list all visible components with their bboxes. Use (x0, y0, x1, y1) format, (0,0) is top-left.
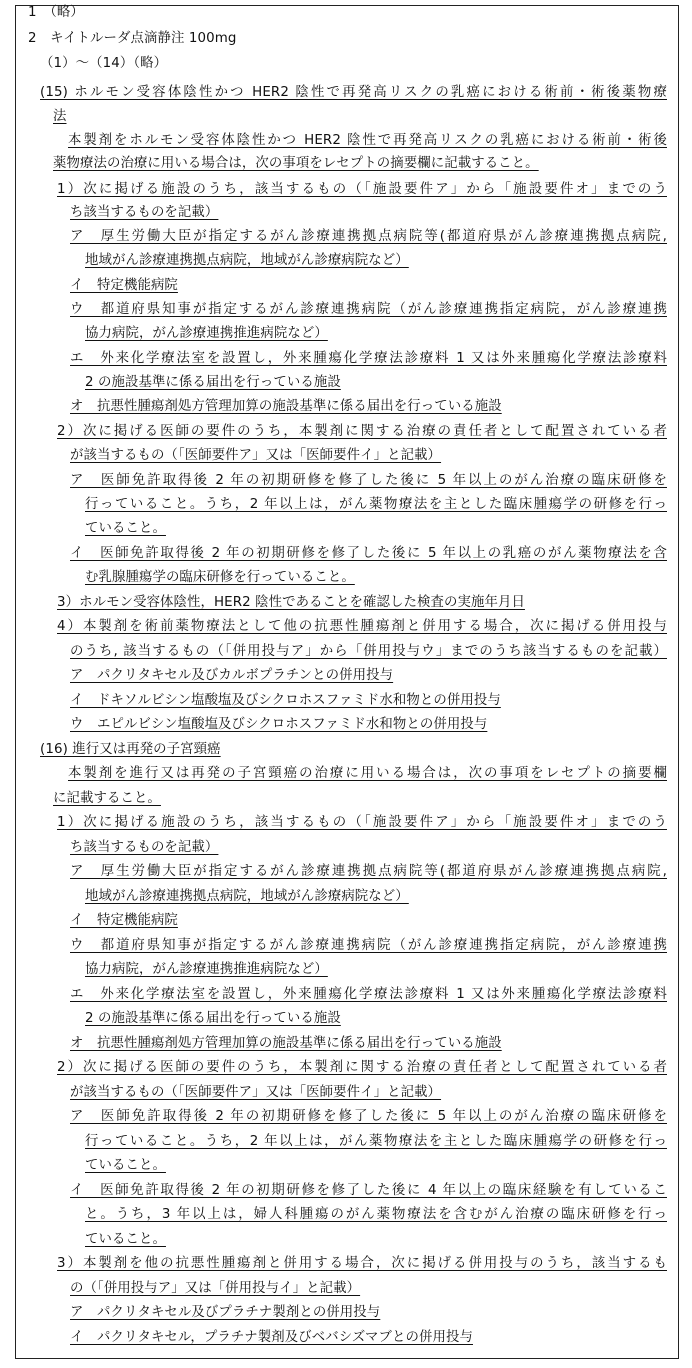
document-line: 3）ホルモン受容体陰性，HER2 陰性であることを確認した検査の実施年月日 (57, 595, 525, 610)
document-line: ウ 都道府県知事が指定するがん診療連携病院（がん診療連携指定病院，がん診療連携 (70, 938, 667, 953)
document-line: の（「併用投与ア」又は「併用投与イ」と記載） (70, 1281, 361, 1296)
document-line: ウ 都道府県知事が指定するがん診療連携病院（がん診療連携指定病院，がん診療連携 (70, 302, 667, 317)
document-line: ア パクリタキセル及びプラチナ製剤との併用投与 (70, 1305, 381, 1320)
document-line: ア 医師免許取得後 2 年の初期研修を修了した後に 5 年以上のがん治療の臨床研修を (70, 473, 667, 488)
document-line: イ 特定機能病院 (70, 913, 178, 928)
document-line: 1）次に掲げる施設のうち，該当するもの（「施設要件ア」から「施設要件オ」までのう (57, 815, 667, 830)
document-line: ていること。 (85, 521, 166, 536)
document-line: オ 抗悪性腫瘍剤処方管理加算の施設基準に係る届出を行っている施設 (70, 399, 502, 414)
document-line: ていること。 (85, 1232, 166, 1247)
document-line: が該当するもの（「医師要件ア」又は「医師要件イ」と記載） (70, 448, 442, 463)
document-line: イ パクリタキセル，プラチナ製剤及びベバシズマブとの併用投与 (70, 1330, 473, 1345)
document-line: 2 キイトルーダ点滴静注 100mg (28, 31, 237, 46)
document-line: イ ドキソルビシン塩酸塩及びシクロホスファミド水和物との併用投与 (70, 693, 501, 708)
document-line: オ 抗悪性腫瘍剤処方管理加算の施設基準に係る届出を行っている施設 (70, 1036, 502, 1051)
document-line: イ 特定機能病院 (70, 278, 178, 293)
document-line: (15) ホルモン受容体陰性かつ HER2 陰性で再発高リスクの乳癌における術前・術後薬物療 (40, 85, 667, 100)
document-line: 3）本製剤を他の抗悪性腫瘍剤と併用する場合，次に掲げる併用投与のうち，該当するも (57, 1256, 667, 1271)
document-line: 1 （略） (28, 5, 84, 20)
document-line: 薬物療法の治療に用いる場合は，次の事項をレセプトの摘要欄に記載すること。 (53, 156, 539, 171)
document-line: 2 の施設基準に係る届出を行っている施設 (85, 1011, 341, 1026)
document-line: 2）次に掲げる医師の要件のうち，本製剤に関する治療の責任者として配置されている者 (57, 424, 667, 439)
document-line: ア 医師免許取得後 2 年の初期研修を修了した後に 5 年以上のがん治療の臨床研修を (70, 1109, 667, 1124)
document-line: 協力病院，がん診療連携推進病院など） (85, 962, 328, 977)
document-line: 2）次に掲げる医師の要件のうち，本製剤に関する治療の責任者として配置されている者 (57, 1060, 667, 1075)
document-line: 法 (53, 109, 67, 124)
document-line: ウ エピルビシン塩酸塩及びシクロホスファミド水和物との併用投与 (70, 717, 488, 732)
document-line: ア 厚生労働大臣が指定するがん診療連携拠点病院等(都道府県がん診療連携拠点病院, (70, 864, 667, 879)
document-line: ていること。 (85, 1158, 166, 1173)
document-line: （1）～（14）（略） (40, 56, 168, 71)
document-line: エ 外来化学療法室を設置し，外来腫瘍化学療法診療料 1 又は外来腫瘍化学療法診療料 (70, 987, 667, 1002)
document-line: 行っていること。うち，2 年以上は，がん薬物療法を主とした臨床腫瘍学の研修を行っ (85, 1134, 667, 1149)
document-line: 地域がん診療連携拠点病院，地域がん診療病院など） (85, 889, 409, 904)
document-line: イ 医師免許取得後 2 年の初期研修を修了した後に 5 年以上の乳癌のがん薬物療法を含 (70, 546, 667, 561)
document-line: エ 外来化学療法室を設置し，外来腫瘍化学療法診療料 1 又は外来腫瘍化学療法診療料 (70, 351, 667, 366)
document-line: ち該当するものを記載） (70, 205, 219, 220)
document-line: 2 の施設基準に係る届出を行っている施設 (85, 375, 341, 390)
document-line: に記載すること。 (53, 791, 161, 806)
document-line: のうち, 該当するもの（「併用投与ア」から「併用投与ウ」までのうち該当するものを記載） (70, 644, 667, 659)
document-line: 4）本製剤を術前薬物療法として他の抗悪性腫瘍剤と併用する場合，次に掲げる併用投与 (57, 619, 667, 634)
document-line: 協力病院，がん診療連携推進病院など） (85, 326, 328, 341)
document-line: ア パクリタキセル及びカルボプラチンとの併用投与 (70, 668, 394, 683)
document-line: が該当するもの（「医師要件ア」又は「医師要件イ」と記載） (70, 1085, 442, 1100)
document-line: 1）次に掲げる施設のうち，該当するもの（「施設要件ア」から「施設要件オ」までのう (57, 182, 667, 197)
document-line: イ 医師免許取得後 2 年の初期研修を修了した後に 4 年以上の臨床経験を有しているこ (70, 1183, 667, 1198)
document-line: 地域がん診療連携拠点病院，地域がん診療病院など） (85, 253, 409, 268)
document-line: む乳腺腫瘍学の臨床研修を行っていること。 (85, 570, 355, 585)
document-line: ア 厚生労働大臣が指定するがん診療連携拠点病院等(都道府県がん診療連携拠点病院, (70, 229, 667, 244)
document-line: ち該当するものを記載） (70, 840, 219, 855)
document-line: (16) 進行又は再発の子宮頸癌 (40, 742, 221, 757)
document-line: 本製剤を進行又は再発の子宮頸癌の治療に用いる場合は，次の事項をレセプトの摘要欄 (68, 766, 667, 781)
document-line: 本製剤をホルモン受容体陰性かつ HER2 陰性で再発高リスクの乳癌における術前・術後 (68, 133, 667, 148)
document-line: と。うち，3 年以上は，婦人科腫瘍のがん薬物療法を含むがん治療の臨床研修を行っ (85, 1207, 667, 1222)
document-line: 行っていること。うち，2 年以上は，がん薬物療法を主とした臨床腫瘍学の研修を行っ (85, 497, 667, 512)
